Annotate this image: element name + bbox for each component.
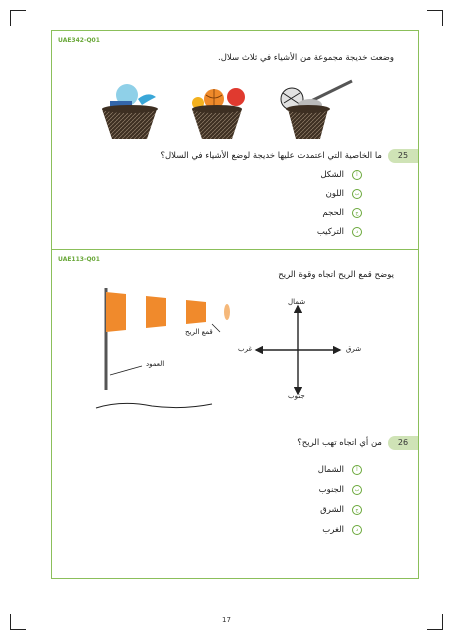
crop-mark-tl-h [10,10,26,11]
basket-mixed-toys [102,84,158,139]
option-bubble[interactable]: ب [352,485,362,495]
option-label: الغرب [322,525,344,535]
question-code: UAE113-Q01 [58,256,100,263]
windsock [106,292,230,332]
compass-south: جنوب [288,392,305,400]
option-bubble[interactable]: د [352,227,362,237]
option-label: الشرق [320,505,344,515]
question-intro: يوضح قمع الريح اتجاه وقوة الريح [278,270,394,280]
option-bubble[interactable]: أ [352,465,362,475]
option-bubble[interactable]: ب [352,189,362,199]
option-bubble[interactable]: د [352,525,362,535]
baskets-illustration [52,71,420,156]
windsock-label: قمع الريح [185,328,213,336]
crop-mark-br-h [427,629,443,630]
pole-label: العمود [146,360,165,368]
compass-diagram [248,300,348,400]
option-label: الشمال [317,465,344,475]
option-d[interactable] [317,227,362,237]
option-c[interactable] [322,208,362,218]
compass-west: غرب [238,345,253,353]
option-bubble[interactable]: ج [352,208,362,218]
basket-colored-objects [192,88,245,139]
question-text: من أي اتجاه تهب الريح؟ [297,438,382,448]
option-label: الحجم [322,208,344,218]
compass-east: شرق [346,345,362,353]
option-a[interactable] [320,170,362,180]
option-d[interactable] [322,525,362,535]
compass-north: شمال [288,298,306,306]
question-number-badge: 26 [388,436,418,450]
option-bubble[interactable]: ج [352,505,362,515]
question-code: UAE342-Q01 [58,37,100,44]
windsock-illustration [82,280,252,410]
option-label: الشكل [320,170,344,180]
crop-mark-tr-h [427,10,443,11]
option-label: الجنوب [318,485,344,495]
option-c[interactable] [320,505,362,515]
option-label: اللون [325,189,344,199]
page-number: 17 [222,616,231,624]
question-text: ما الخاصية التي اعتمدت عليها خديجة لوضع الأشياء في السلال؟ [160,151,382,161]
option-b[interactable] [326,189,362,199]
crop-mark-tr-v [442,10,443,26]
option-bubble[interactable]: أ [352,170,362,180]
basket-round-objects [281,81,352,139]
question-26-panel [51,249,419,579]
question-intro: وضعت خديجة مجموعة من الأشياء في ثلاث سلال. [218,53,394,63]
crop-mark-bl-h [10,629,26,630]
option-a[interactable] [318,465,362,475]
option-label: التركيب [316,227,344,237]
question-number-badge: 25 [388,149,418,163]
crop-mark-tl-v [10,10,11,26]
option-b[interactable] [319,485,362,495]
question-25-panel [51,30,419,250]
